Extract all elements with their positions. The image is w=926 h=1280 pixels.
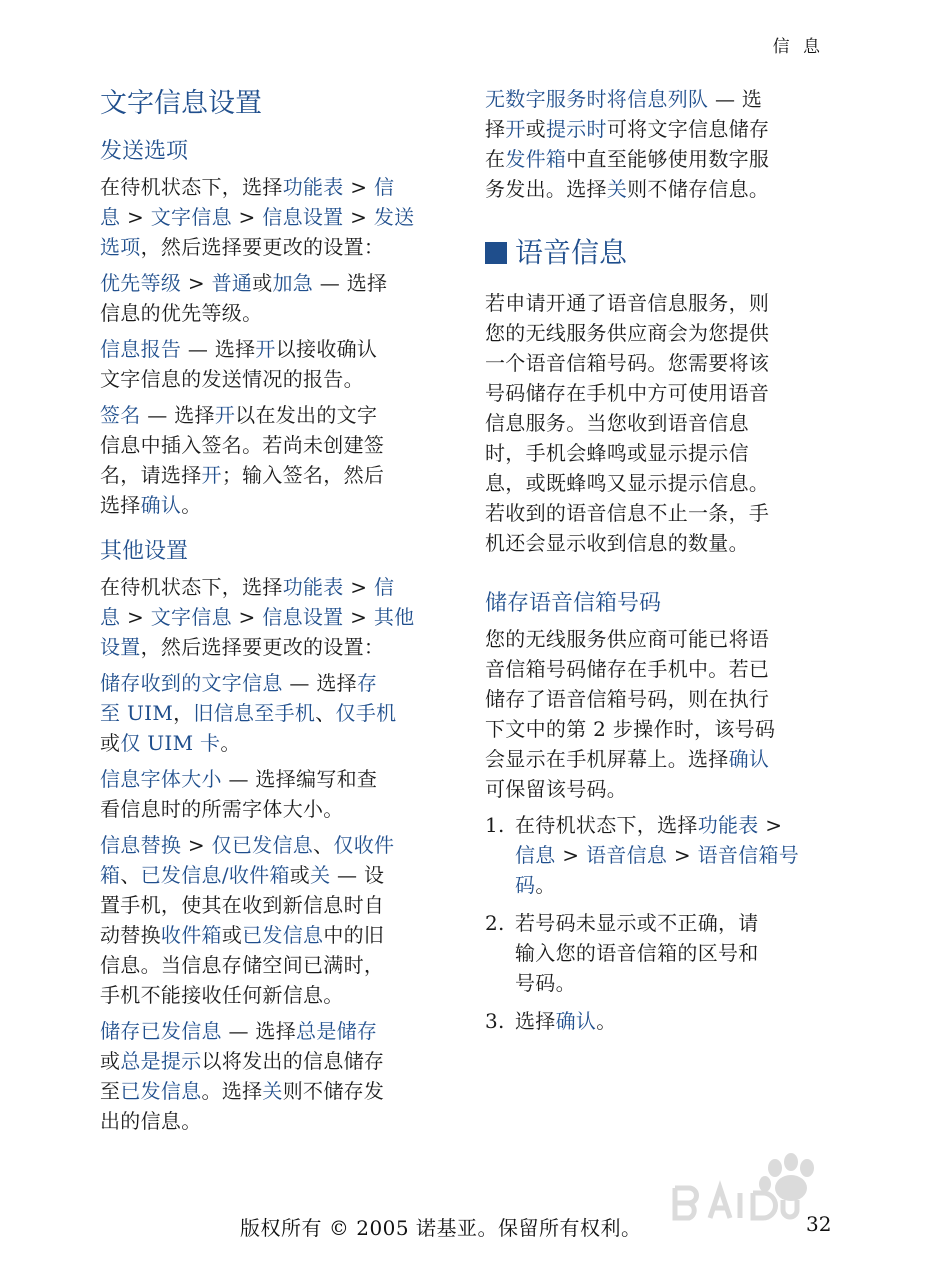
menu-term: 信 息 xyxy=(100,575,395,629)
voice-paragraph: 若申请开通了语音信息服务，则 您的无线服务供应商会为您提供 一个语音信箱号码。您需要将该 号码储存在手机中方可使用语音 信息服务。当您收到语音信息 时，手机会蜂鸣或显示提示信 息，或既蜂鸣又显示提示信息。 若收到的语音信息不止一条，手 机还会显示收到信息的数量。 xyxy=(485,291,770,555)
text-run: 可将文字信息储存 在 xyxy=(485,117,770,171)
menu-term: 发件箱 xyxy=(505,147,567,171)
text-run: 、 xyxy=(315,701,336,725)
voice-title-text: 语音信息 xyxy=(515,236,628,269)
text-run: > xyxy=(231,205,263,229)
text-run: 或 xyxy=(221,923,243,947)
save-voicemail-paragraph xyxy=(485,624,830,804)
text-run: 您的无线服务供应商可能已将语 音信箱号码储存在手机中。若已 储存了语音信箱号码，则在执行 下文中的第 2 步操作时，该号码 会显示在手机屏幕上。选择 xyxy=(485,627,776,771)
save-voicemail-heading: 储存语音信箱号码 xyxy=(485,591,662,616)
other-settings-heading: 其他设置 xyxy=(100,539,189,564)
menu-term: 语音信箱号 码 xyxy=(515,843,800,897)
text-run: > xyxy=(120,605,151,629)
text-run: ，然后选择要更改的设置： xyxy=(140,635,385,659)
text-run: 或 xyxy=(100,1049,121,1073)
text-run: 以接收确认 文字信息的发送情况的报告。 xyxy=(100,337,378,391)
text-run: 若号码未显示或不正确，请 输入您的语音信箱的区号和 号码。 xyxy=(515,911,759,995)
step-number: 3. xyxy=(485,1009,505,1033)
text-run: > xyxy=(343,575,374,599)
text-run: ，然后选择要更改的设置： xyxy=(140,235,385,259)
menu-term: 开 xyxy=(214,403,236,427)
menu-term: 关 xyxy=(310,863,331,887)
list-item xyxy=(485,810,830,900)
send-options-heading: 发送选项 xyxy=(100,139,189,164)
menu-term: 仅手机 xyxy=(335,701,397,725)
list-item xyxy=(485,1006,830,1036)
option-priority xyxy=(100,268,450,328)
menu-term: 已发信息 xyxy=(120,1079,202,1103)
menu-term: 文字信息 xyxy=(150,205,232,229)
menu-term: 关 xyxy=(606,177,628,201)
text-run: 或 xyxy=(100,731,121,755)
menu-term: 仅收件 箱 xyxy=(100,833,395,887)
text-run: 选择 xyxy=(515,1009,556,1033)
square-bullet-icon xyxy=(485,242,507,264)
menu-term: 信息设置 xyxy=(262,605,344,629)
text-run: 中的旧 信息。当信息存储空间已满时， 手机不能接收任何新信息。 xyxy=(100,923,385,1007)
text-run: > xyxy=(343,605,374,629)
text-run: 或 xyxy=(525,117,546,141)
text-run: 。 xyxy=(596,1009,617,1033)
menu-term: 无数字服务时将信息列队 xyxy=(485,87,709,111)
text-run: > xyxy=(555,843,586,867)
menu-term: 提示时 xyxy=(545,117,607,141)
text-run: 。 xyxy=(220,731,241,755)
text-run: > xyxy=(181,833,212,857)
option-save-received xyxy=(100,668,450,758)
text-run: — 选择 xyxy=(221,1019,297,1043)
menu-term: 信息替换 xyxy=(100,833,182,857)
section-title: 文字信息设置 xyxy=(100,88,262,119)
menu-term: 旧信息至手机 xyxy=(193,701,316,725)
option-font-size xyxy=(100,764,450,824)
text-run: 可保留该号码。 xyxy=(485,777,628,801)
paw-watermark-icon xyxy=(665,1148,870,1238)
page-number: 32 xyxy=(806,1212,832,1236)
other-settings-intro xyxy=(100,572,450,662)
text-run: 以将发出的信息储存 至 xyxy=(100,1049,385,1103)
text-run: 以在发出的文字 信息中插入签名。若尚未创建签 名，请选择 xyxy=(100,403,385,487)
menu-term: 语音信息 xyxy=(585,843,668,867)
menu-term: 信息报告 xyxy=(100,337,182,361)
text-run: 中直至能够使用数字服 务发出。选择 xyxy=(485,147,770,201)
option-save-sent xyxy=(100,1016,450,1136)
menu-term: 功能表 xyxy=(282,175,344,199)
voice-section-title xyxy=(485,232,830,274)
right-column xyxy=(485,84,830,1044)
option-replace xyxy=(100,830,450,1010)
menu-term: 收件箱 xyxy=(160,923,222,947)
text-run: 在待机状态下，选择 xyxy=(100,575,283,599)
step-text xyxy=(515,908,830,998)
menu-term: 其他 设置 xyxy=(100,605,415,659)
text-run: > xyxy=(231,605,263,629)
menu-term: 存 至 UIM xyxy=(100,671,378,725)
text-run: 在待机状态下，选择 xyxy=(515,813,698,837)
steps-list xyxy=(485,810,830,1036)
text-run: > xyxy=(667,843,698,867)
text-run: ， xyxy=(173,701,194,725)
text-run: > xyxy=(343,175,374,199)
menu-term: 开 xyxy=(201,463,222,487)
text-run: — 选择 xyxy=(181,337,256,361)
text-run: 则不储存信息。 xyxy=(627,177,770,201)
menu-term: 开 xyxy=(505,117,526,141)
step-number: 2. xyxy=(485,911,505,935)
menu-term: 功能表 xyxy=(282,575,344,599)
menu-term: 发送 选项 xyxy=(100,205,415,259)
text-run: — 选 择 xyxy=(485,87,763,141)
menu-term: 签名 xyxy=(100,403,141,427)
menu-term: 确认 xyxy=(140,493,182,517)
menu-term: 已发信息 xyxy=(242,923,324,947)
send-options-intro xyxy=(100,172,450,262)
menu-term: 信 息 xyxy=(100,175,395,229)
menu-term: 储存已发信息 xyxy=(100,1019,222,1043)
text-run: 或 xyxy=(252,271,273,295)
menu-term: 信息设置 xyxy=(262,205,344,229)
menu-term: 文字信息 xyxy=(150,605,232,629)
menu-term: 普通 xyxy=(211,271,253,295)
text-run: 、 xyxy=(120,863,141,887)
text-run: — 选择编写和查 看信息时的所需字体大小。 xyxy=(100,767,378,821)
text-run: — 选择 xyxy=(140,403,215,427)
menu-term: 信息字体大小 xyxy=(100,767,222,791)
menu-term: 储存收到的文字信息 xyxy=(100,671,283,695)
text-run: > xyxy=(181,271,212,295)
option-signature xyxy=(100,400,450,520)
option-queue xyxy=(485,84,830,204)
menu-term: 仅 UIM 卡 xyxy=(120,731,221,755)
text-run: 、 xyxy=(313,833,334,857)
text-run: 在待机状态下，选择 xyxy=(100,175,283,199)
step-text xyxy=(515,1006,830,1036)
running-header: 信 息 xyxy=(772,37,824,57)
menu-term: 优先等级 xyxy=(100,271,182,295)
text-run: 或 xyxy=(289,863,311,887)
copyright-footer: 版权所有 © 2005 诺基亚。保留所有权利。 xyxy=(240,1216,642,1240)
left-column xyxy=(100,84,450,1142)
menu-term: 总是提示 xyxy=(120,1049,202,1073)
menu-term: 关 xyxy=(262,1079,283,1103)
menu-term: 加急 xyxy=(272,271,314,295)
text-run: — 设 置手机，使其在收到新信息时自 动替换 xyxy=(100,863,385,947)
step-number: 1. xyxy=(485,813,505,837)
menu-term: 确认 xyxy=(728,747,770,771)
text-run: > xyxy=(765,813,783,837)
text-run: 。 xyxy=(535,873,556,897)
text-run: ；输入签名，然后 选择 xyxy=(100,463,385,517)
text-run: > xyxy=(120,205,151,229)
menu-term: 仅已发信息 xyxy=(211,833,314,857)
list-item xyxy=(485,908,830,998)
menu-term: 开 xyxy=(255,337,276,361)
text-run: 。选择 xyxy=(201,1079,263,1103)
text-run: > xyxy=(343,205,374,229)
text-run: — 选择 xyxy=(282,671,357,695)
menu-term: 已发信息/收件箱 xyxy=(140,863,290,887)
step-text xyxy=(515,810,830,900)
text-run: 。 xyxy=(181,493,202,517)
option-report xyxy=(100,334,450,394)
menu-term: 功能表 xyxy=(697,813,759,837)
text-run: 则不储存发 出的信息。 xyxy=(100,1079,385,1133)
menu-term: 信息 xyxy=(515,843,556,867)
menu-term: 总是储存 xyxy=(296,1019,378,1043)
text-run: — 选择 信息的优先等级。 xyxy=(100,271,388,325)
menu-term: 确认 xyxy=(555,1009,597,1033)
